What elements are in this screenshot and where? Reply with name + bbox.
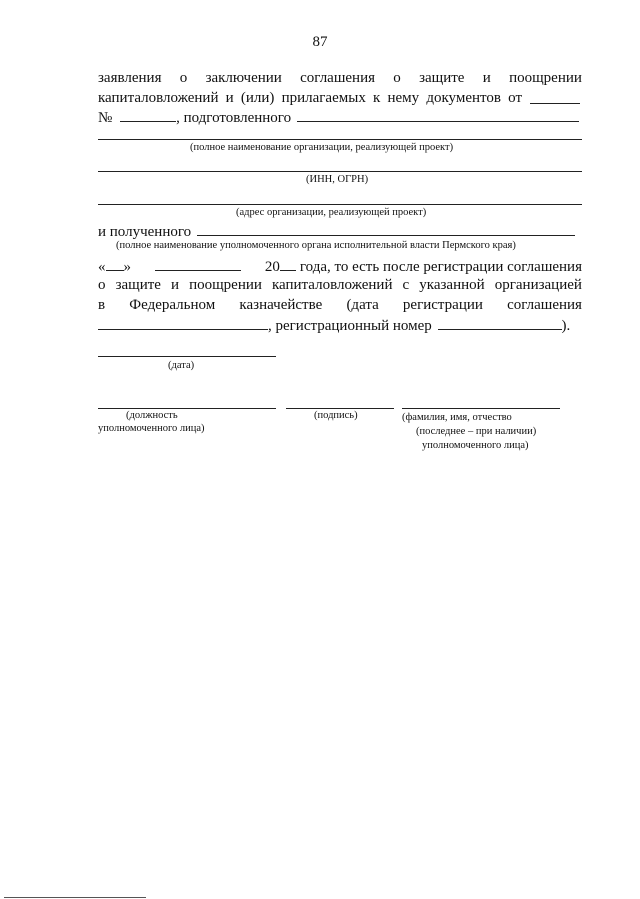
date-line[interactable] — [98, 356, 276, 357]
word: соглашения — [300, 70, 375, 86]
sign-caption: (подпись) — [314, 410, 358, 421]
word: о — [393, 70, 401, 86]
org-address-caption: (адрес организации, реализующей проект) — [236, 207, 427, 218]
received-line — [98, 221, 575, 241]
word: от — [508, 90, 522, 106]
word: прилагаемых — [281, 90, 366, 106]
word: регистрации — [402, 297, 483, 313]
org-name-caption: (полное наименование организации, реализующей проект) — [190, 142, 454, 153]
quote-close: » — [123, 259, 131, 275]
org-name-line[interactable] — [98, 139, 582, 140]
reg-number-text: , регистрационный номер — [268, 318, 432, 334]
word: капиталовложений — [98, 90, 219, 106]
authority-blank[interactable] — [197, 221, 575, 236]
word: заключении — [205, 70, 282, 86]
word: с — [402, 277, 410, 293]
quote-open: « — [98, 259, 106, 275]
para2-line1 — [98, 256, 582, 276]
year-prefix: 20 — [264, 259, 280, 275]
page-number: 87 — [312, 34, 328, 50]
position-line[interactable] — [98, 408, 276, 409]
authority-caption: (полное наименование уполномоченного органа исполнительной власти Пермского края) — [116, 240, 516, 251]
signature-line[interactable] — [286, 408, 394, 409]
fio-caption-2: (последнее – при наличии) — [416, 426, 537, 437]
word: документов — [426, 90, 501, 106]
para2-line4 — [98, 315, 570, 335]
close-paren: ). — [561, 318, 571, 334]
word: к — [373, 90, 381, 106]
fio-line[interactable] — [402, 408, 560, 409]
word: организацией — [494, 277, 582, 293]
word: Федеральном — [129, 297, 216, 313]
position-caption-1: (должность — [126, 410, 178, 421]
word: поощрении — [509, 70, 582, 86]
word: и — [171, 277, 180, 293]
number-sign: № — [98, 110, 113, 126]
word: заявления — [98, 70, 162, 86]
month-blank[interactable] — [155, 256, 241, 271]
date-caption: (дата) — [168, 360, 195, 371]
word: поощрении — [189, 277, 262, 293]
word: указанной — [419, 277, 485, 293]
word: о — [98, 277, 106, 293]
word: соглашения — [507, 297, 582, 313]
date-blank[interactable] — [530, 89, 580, 104]
fio-caption-1: (фамилия, имя, отчество — [402, 412, 512, 423]
prepared-text: , подготовленного — [176, 110, 292, 126]
word: в — [98, 297, 106, 313]
prepared-blank[interactable] — [297, 107, 579, 122]
day-blank[interactable] — [106, 256, 124, 271]
para1-line1 — [98, 69, 582, 87]
word: нему — [387, 90, 420, 106]
number-blank[interactable] — [120, 107, 176, 122]
inn-ogrn-line[interactable] — [98, 171, 582, 172]
word: и — [482, 70, 491, 86]
para2-line2 — [98, 276, 582, 294]
org-address-line[interactable] — [98, 204, 582, 205]
fio-caption-3: уполномоченного лица) — [422, 440, 529, 451]
word: (дата — [346, 297, 379, 313]
para1-line3 — [98, 107, 579, 127]
footnote-rule — [4, 897, 146, 898]
reg-date-blank[interactable] — [98, 315, 268, 330]
word: (или) — [240, 90, 275, 106]
reg-number-blank[interactable] — [438, 315, 562, 330]
word: защите — [419, 70, 465, 86]
line1-tail: года, то есть после регистрации соглашения — [299, 259, 582, 275]
para1-line2 — [98, 89, 582, 107]
word: и — [225, 90, 234, 106]
word: защите — [115, 277, 161, 293]
received-text: и полученного — [98, 224, 192, 240]
position-caption-2: уполномоченного лица) — [98, 423, 205, 434]
word: капиталовложений — [271, 277, 393, 293]
inn-ogrn-caption: (ИНН, ОГРН) — [306, 174, 369, 185]
word: о — [179, 70, 188, 86]
word: казначействе — [239, 297, 323, 313]
para2-line3 — [98, 296, 582, 314]
year-blank[interactable] — [280, 256, 296, 271]
